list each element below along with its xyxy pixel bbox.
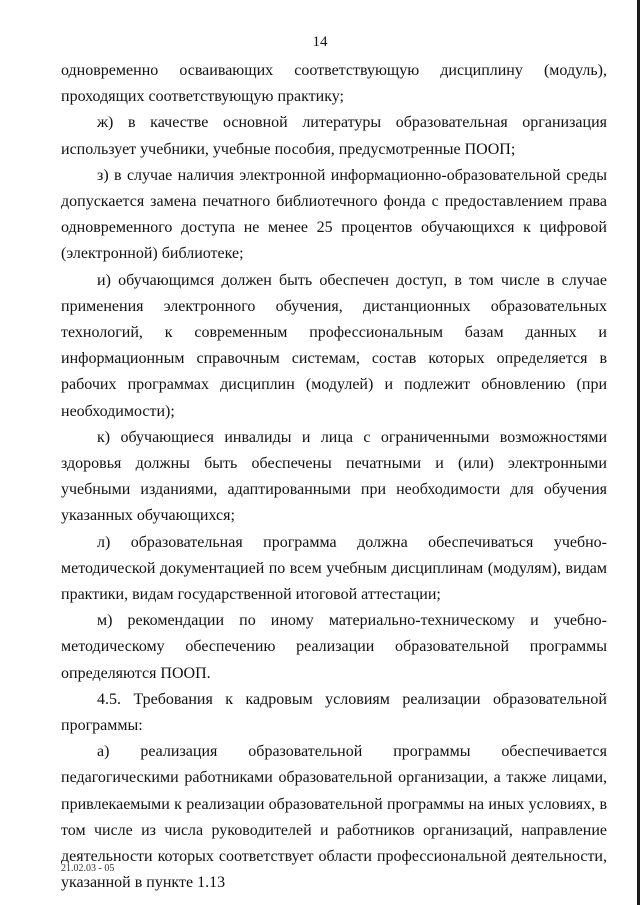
paragraph-section-4-5: 4.5. Требования к кадровым условиям реализации образовательной программы: xyxy=(61,690,607,735)
paragraph-l: л) образовательная программа должна обеспечиваться учебно-методической документацией по всем учебным дисциплинам (модулям), видам практики, видам государственной итоговой аттестации; xyxy=(61,533,607,604)
paragraph-continuation: одновременно осваивающих соответствующую дисциплину (модуль), проходящих соответствующую практику; xyxy=(61,62,607,106)
document-body xyxy=(61,58,607,897)
paragraph-zh: ж) в качестве основной литературы образовательная организация использует учебники, учебные пособия, предусмотренные ПООП; xyxy=(61,114,607,158)
paragraph-m: м) рекомендации по иному материально-техническому и учебно-методическому обеспечению реализации образовательной программы определяются ПООП. xyxy=(61,612,607,682)
page-number: 14 xyxy=(312,34,328,50)
paragraph-k: к) обучающиеся инвалиды и лица с ограниченными возможностями здоровья должны быть обеспечены печатными и (или) электронными учебными изданиями, адаптированными при необходимости для обучения указанных обучающихся; xyxy=(61,428,607,525)
paragraph-z: з) в случае наличия электронной информационно-образовательной среды допускается замена печатного библиотечного фонда с предоставлением права одновременного доступа не менее 25 процентов обучающихся к цифровой (электронной) библиотеке; xyxy=(61,166,607,263)
footer-document-code: 21.02.03 - 05 xyxy=(61,863,115,874)
paragraph-a: а) реализация образовательной программы обеспечивается педагогическими работниками образовательной организации, а также лицами, привлекаемыми к реализации образовательной программы на иных условиях, в том числе из числа руководителей и работников организаций, направление деятельности которых соответствует области профессиональной деятельности, указанной в пункте 1.13 xyxy=(61,743,607,892)
paragraph-i: и) обучающимся должен быть обеспечен доступ, в том числе в случае применения электронного обучения, дистанционных образовательных технологий, к современным профессиональным базам данных и информационным справочным системам, состав которых определяется в рабочих программах дисциплин (модулей) и подлежит обновлению (при необходимости); xyxy=(61,271,607,420)
